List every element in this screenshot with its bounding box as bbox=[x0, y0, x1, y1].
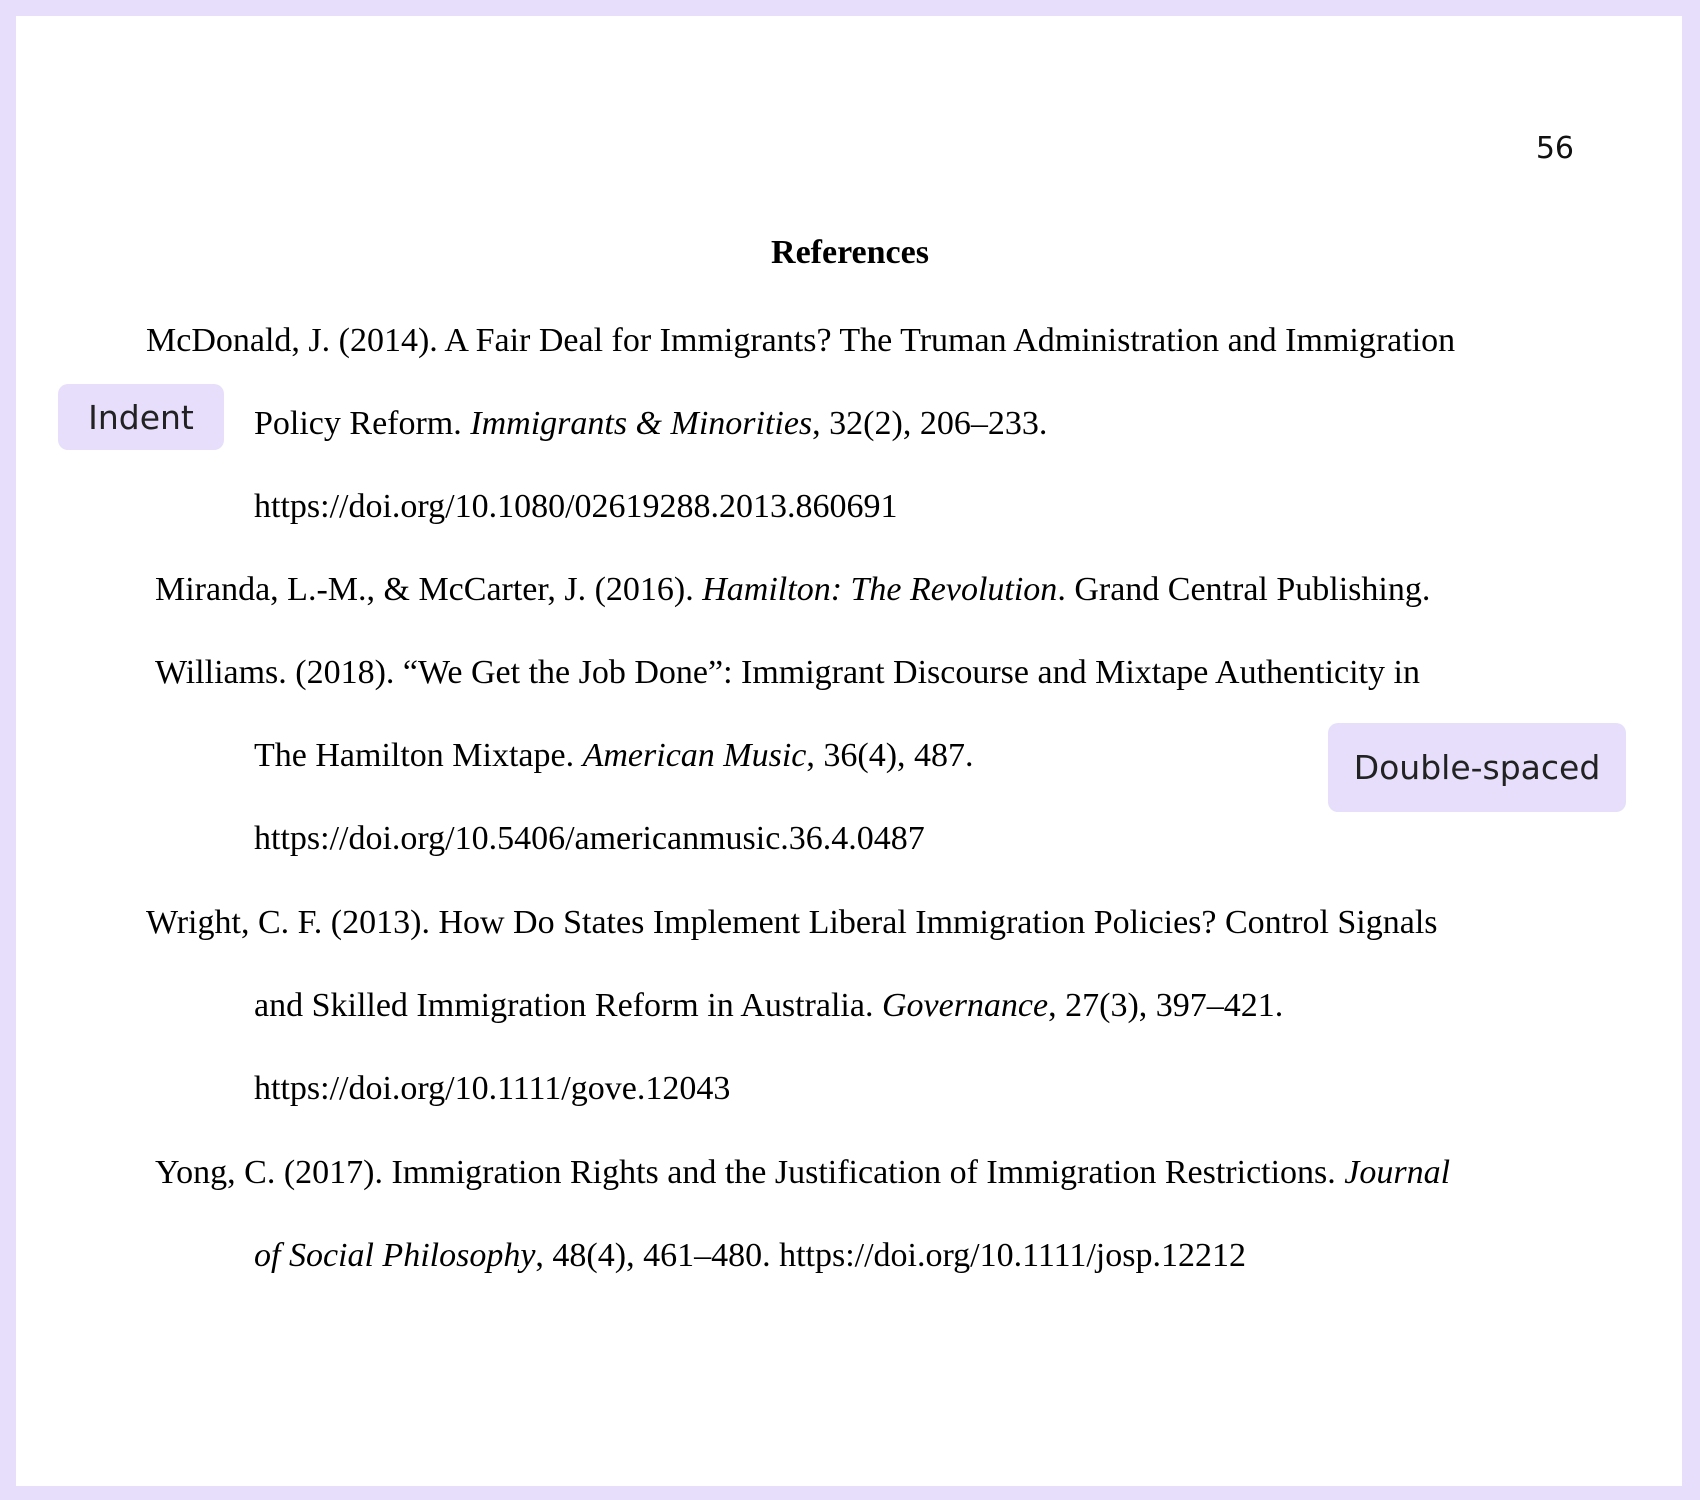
page-number: 56 bbox=[1535, 131, 1574, 166]
references-heading: References bbox=[771, 234, 929, 271]
reference-mcdonald-line-2 bbox=[254, 407, 1047, 441]
reference-mcdonald-doi: https://doi.org/10.1080/02619288.2013.860691 bbox=[254, 488, 898, 525]
reference-text: , 27(3), 397–421. bbox=[1048, 987, 1284, 1024]
double-spaced-annotation-tag bbox=[1328, 723, 1626, 812]
reference-wright-doi: https://doi.org/10.1111/gove.12043 bbox=[254, 1070, 731, 1107]
reference-text: Policy Reform. bbox=[254, 405, 471, 442]
reference-text: . Grand Central Publishing. bbox=[1057, 571, 1431, 608]
indent-annotation-tag bbox=[58, 384, 224, 450]
reference-journal: Governance bbox=[881, 987, 1049, 1024]
reference-wright-line-2 bbox=[254, 989, 1283, 1023]
reference-mcdonald-line-1: McDonald, J. (2014). A Fair Deal for Immigrants? The Truman Administration and Immigration bbox=[146, 322, 1456, 359]
reference-wright-line-1: Wright, C. F. (2013). How Do States Implement Liberal Immigration Policies? Control Signals bbox=[146, 904, 1438, 941]
reference-text: Miranda, L.-M., & McCarter, J. (2016). bbox=[155, 571, 703, 608]
reference-williams-line-1: Williams. (2018). “We Get the Job Done”: Immigrant Discourse and Mixtape Authenticity in bbox=[155, 654, 1420, 691]
reference-miranda-line-1 bbox=[155, 573, 1430, 607]
reference-journal: American Music bbox=[582, 737, 807, 774]
double-spaced-annotation-label: Double-spaced bbox=[1353, 748, 1601, 787]
reference-text: , 32(2), 206–233. bbox=[812, 405, 1048, 442]
reference-text: Yong, C. (2017). Immigration Rights and the Justification of Immigration Restrictions. bbox=[155, 1154, 1345, 1191]
indent-annotation-label: Indent bbox=[88, 397, 194, 437]
reference-text: , 36(4), 487. bbox=[806, 737, 974, 774]
reference-journal: Journal bbox=[1344, 1154, 1451, 1191]
reference-book-title: Hamilton: The Revolution bbox=[702, 571, 1058, 608]
reference-text: and Skilled Immigration Reform in Australia. bbox=[254, 987, 882, 1024]
reference-journal: Immigrants & Minorities bbox=[470, 405, 813, 442]
reference-yong-line-1 bbox=[155, 1156, 1450, 1190]
reference-williams-doi: https://doi.org/10.5406/americanmusic.36.4.0487 bbox=[254, 820, 925, 857]
reference-williams-line-2 bbox=[254, 739, 974, 773]
reference-text: The Hamilton Mixtape. bbox=[254, 737, 583, 774]
reference-text: , 48(4), 461–480. https://doi.org/10.1111/josp.12212 bbox=[535, 1237, 1246, 1274]
reference-journal: of Social Philosophy bbox=[254, 1237, 536, 1274]
reference-yong-line-2 bbox=[254, 1239, 1246, 1273]
